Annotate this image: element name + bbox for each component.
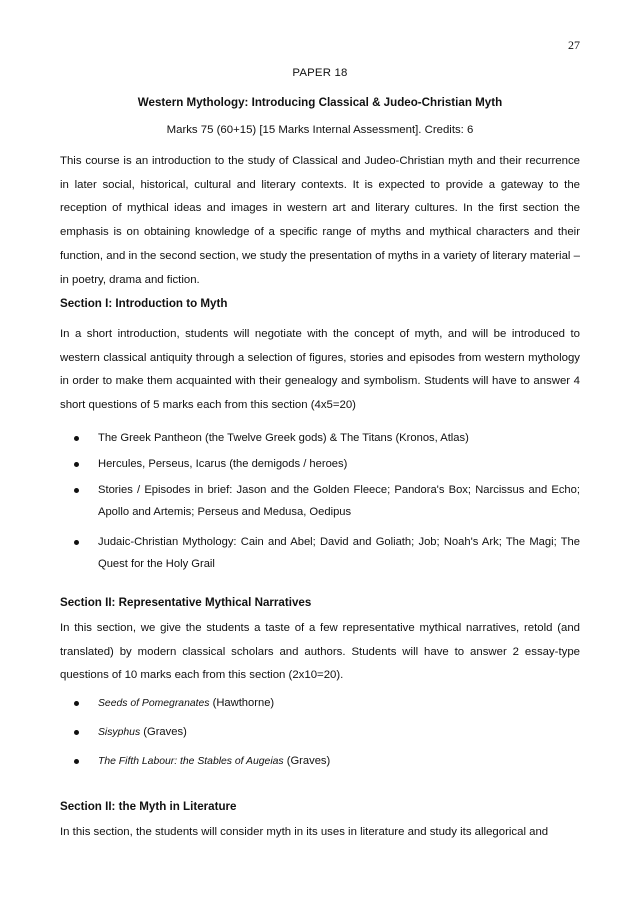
section2-list-block <box>60 692 580 773</box>
intro-paragraph: This course is an introduction to the study of Classical and Judeo-Christian myth and their recurrence in later social, historical, cultural and literary contexts. It is expected to provide a gateway to the reception of mythical ideas and images in western art and literary cultures. In the first section the emphasis is on obtaining knowledge of a specific range of myths and mythical characters and their function, and in the second section, we study the presentation of myths in a variety of literary material – in poetry, drama and fiction. <box>60 155 580 286</box>
bullet-icon <box>74 488 79 493</box>
section2-heading: Section II: Representative Mythical Narratives <box>60 596 312 609</box>
paper-title: PAPER 18 <box>292 67 348 79</box>
list-item: Seeds of Pomegranates (Hawthorne) <box>60 692 580 715</box>
bullet-icon <box>74 730 79 735</box>
list-item: Sisyphus (Graves) <box>60 721 580 744</box>
bullet-icon <box>74 540 79 545</box>
section2-list <box>60 692 580 773</box>
marks-line: Marks 75 (60+15) [15 Marks Internal Assessment]. Credits: 6 <box>166 124 474 136</box>
section3-heading: Section II: the Myth in Literature <box>60 800 237 813</box>
list-item: Hercules, Perseus, Icarus (the demigods / heroes) <box>60 453 580 475</box>
section1-heading-block <box>60 296 580 312</box>
page-number: 27 <box>568 38 580 52</box>
bullet-icon <box>74 436 79 441</box>
section2-text-block <box>60 617 580 688</box>
bullet-icon <box>74 462 79 467</box>
section3-paragraph: In this section, the students will consider myth in its uses in literature and study its allegorical and <box>60 826 549 838</box>
list-item: Stories / Episodes in brief: Jason and the Golden Fleece; Pandora's Box; Narcissus and Echo; Apollo and Artemis; Perseus and Medusa, Oedipus <box>60 479 580 523</box>
list-item: The Fifth Labour: the Stables of Augeias (Graves) <box>60 750 580 773</box>
section1-list <box>60 427 580 575</box>
course-title: Western Mythology: Introducing Classical & Judeo-Christian Myth <box>137 96 503 109</box>
list-item: The Greek Pantheon (the Twelve Greek gods) & The Titans (Kronos, Atlas) <box>60 427 580 449</box>
section1-list-block <box>60 427 580 575</box>
section2-heading-block <box>60 595 580 611</box>
section1-text-block <box>60 323 580 418</box>
bullet-icon <box>74 759 79 764</box>
intro-block <box>60 150 580 292</box>
section2-paragraph: In this section, we give the students a taste of a few representative mythical narratives, retold (and translated) by modern classical scholars and authors. Students will have to answer 2 essay-type questions of 10 marks each from this section (2x10=20). <box>60 622 580 682</box>
list-item: Judaic-Christian Mythology: Cain and Abel; David and Goliath; Job; Noah's Ark; The Magi; The Quest for the Holy Grail <box>60 531 580 575</box>
bullet-icon <box>74 701 79 706</box>
section3-text-block <box>60 821 580 845</box>
section3-heading-block <box>60 799 580 815</box>
section1-paragraph: In a short introduction, students will negotiate with the concept of myth, and will be introduced to western classical antiquity through a selection of figures, stories and episodes from western mythology in order to make them acquainted with their genealogy and symbolism. Students will have to answer 4 short questions of 5 marks each from this section (4x5=20) <box>60 328 580 412</box>
section1-heading: Section I: Introduction to Myth <box>60 297 228 310</box>
